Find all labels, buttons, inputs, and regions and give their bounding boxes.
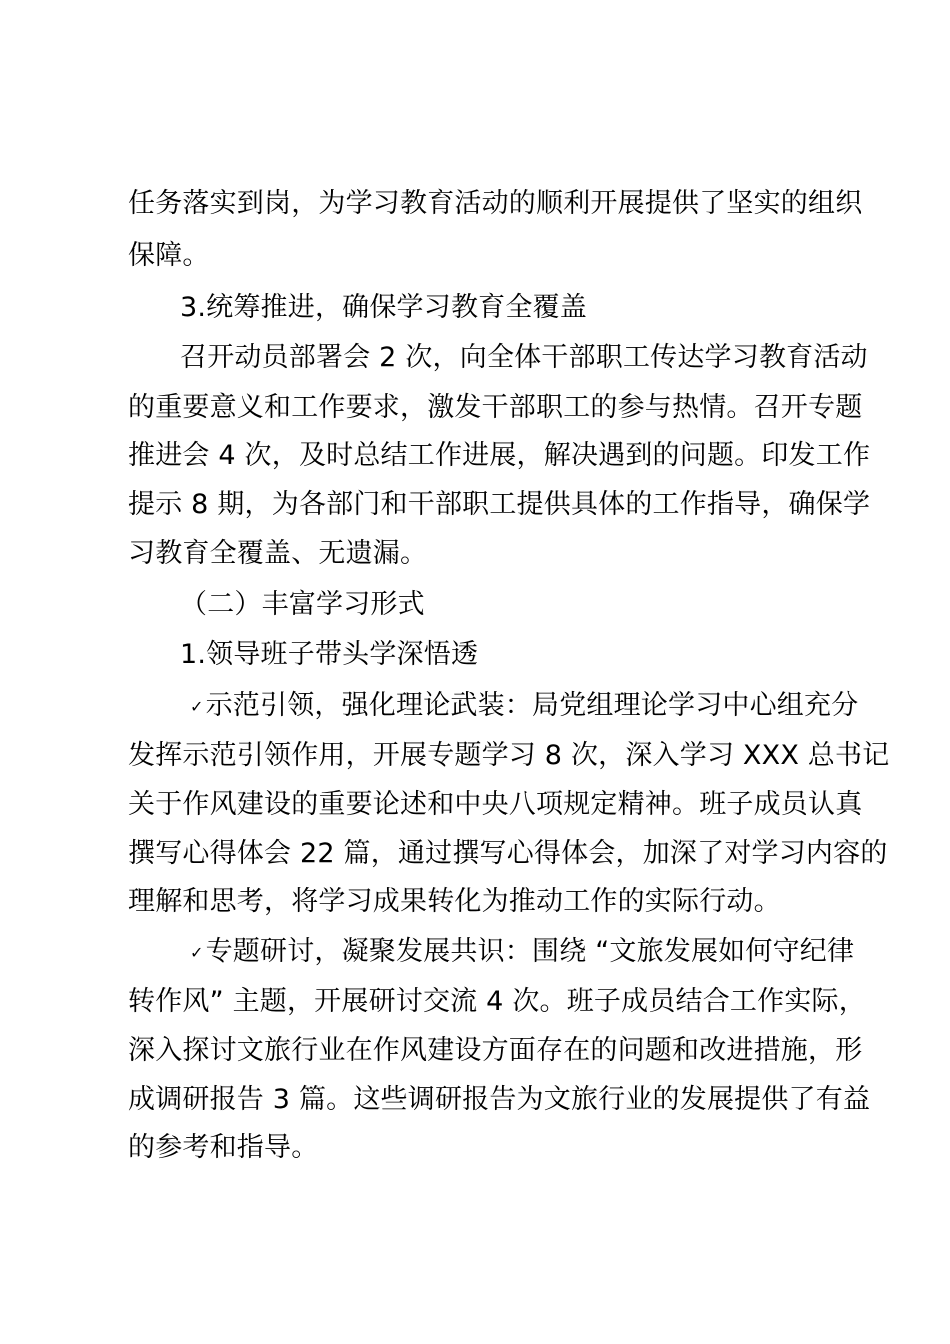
paragraph-line: 成调研报告 3 篇。这些调研报告为文旅行业的发展提供了有益 (128, 1084, 871, 1115)
bullet-paragraph-line (190, 687, 859, 725)
paragraph-line: 理解和思考，将学习成果转化为推动工作的实际行动。 (128, 886, 781, 917)
paragraph-line: 撰写心得体会 22 篇，通过撰写心得体会，加深了对学习内容的 (128, 838, 888, 869)
checkmark-bullet-icon: ✓ (190, 697, 204, 716)
paragraph-line: 保障。 (128, 240, 210, 271)
paragraph-line: 发挥示范引领作用，开展专题学习 8 次，深入学习 XXX 总书记 (128, 740, 890, 771)
paragraph-line: 深入探讨文旅行业在作风建设方面存在的问题和改进措施，形 (128, 1035, 863, 1066)
paragraph-line: 召开动员部署会 2 次，向全体干部职工传达学习教育活动 (180, 342, 868, 373)
section-heading-2: （二）丰富学习形式 (180, 589, 425, 620)
paragraph-line: 推进会 4 次，及时总结工作进展，解决遇到的问题。印发工作 (128, 440, 871, 471)
subsection-heading-1: 1.领导班子带头学深悟透 (180, 639, 479, 670)
paragraph-line: 习教育全覆盖、无遗漏。 (128, 538, 428, 569)
checkmark-bullet-icon: ✓ (190, 943, 204, 962)
paragraph-line: 任务落实到岗，为学习教育活动的顺利开展提供了坚实的组织 (128, 188, 863, 219)
bullet-paragraph-line (190, 933, 855, 971)
paragraph-line: 转作风” 主题，开展研讨交流 4 次。班子成员结合工作实际， (128, 986, 866, 1017)
paragraph-line: 的重要意义和工作要求，激发干部职工的参与热情。召开专题 (128, 392, 863, 423)
section-heading-3: 3.统筹推进，确保学习教育全覆盖 (180, 292, 587, 323)
bullet-text: 专题研讨，凝聚发展共识：围绕 “文旅发展如何守纪律 (205, 936, 855, 967)
paragraph-line: 的参考和指导。 (128, 1132, 319, 1163)
paragraph-line: 提示 8 期，为各部门和干部职工提供具体的工作指导，确保学 (128, 489, 871, 520)
bullet-text: 示范引领，强化理论武装：局党组理论学习中心组充分 (205, 690, 859, 721)
paragraph-line: 关于作风建设的重要论述和中央八项规定精神。班子成员认真 (128, 789, 863, 820)
